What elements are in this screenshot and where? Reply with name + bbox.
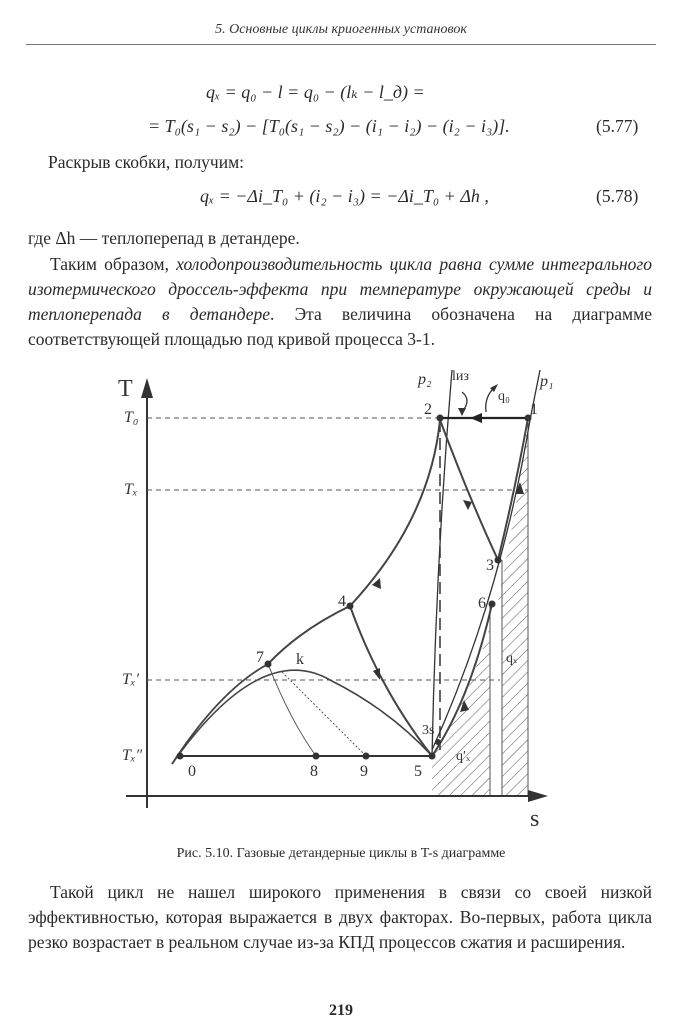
s-axis-arrow: [528, 790, 548, 802]
label-t0: T₀: [124, 409, 139, 426]
label-tx: Tₓ: [124, 481, 138, 498]
label-p1: p₁: [540, 373, 554, 390]
point-label-8: 8: [310, 763, 318, 780]
point-label-3: 3: [486, 557, 494, 574]
point-label-9: 9: [360, 763, 368, 780]
equation-number-5-77: (5.77): [596, 116, 639, 136]
intro-text: Раскрыв скобки, получим:: [48, 152, 245, 172]
equation-5-78: qₓ = −Δi_T₀ + (i₂ − i₃) = −Δi_T₀ + Δh ,: [200, 186, 489, 206]
label-qx: qₓ: [506, 651, 518, 666]
label-liz: lиз: [452, 369, 469, 384]
point-label-5: 5: [414, 763, 422, 780]
running-header: 5. Основные циклы криогенных установок: [215, 22, 467, 37]
paragraph-conclusion: [28, 252, 652, 352]
ts-diagram: [0, 360, 682, 840]
throttle-k-9: [282, 672, 366, 756]
label-p2: p₂: [418, 371, 432, 388]
axis-label-t: T: [118, 376, 133, 402]
point-label-6: 6: [478, 595, 486, 612]
saturation-dome: [172, 670, 435, 764]
process-2-4: [350, 420, 440, 606]
page-number: 219: [329, 1002, 353, 1019]
t-axis-arrow: [141, 378, 153, 398]
throttle-7-8: [268, 664, 316, 756]
equation-5-77-line2: = T₀(s₁ − s₂) − [T₀(s₁ − s₂) − (i₁ − i₂) − (i₂ − i₃)].: [148, 116, 510, 136]
label-tx-double-prime: Tₓ″: [122, 747, 143, 764]
paragraph-efficiency: Такой цикл не нашел широкого применения в связи со своей низкой эффективностью, которая выражается в двух факторах. Во-первых, работа цикла резко возрастает в реальном случае из-за КПД процессов сжатия и расширения.: [28, 882, 652, 952]
equation-5-77-line1: qₓ = q₀ − l = q₀ − (lₖ − l_д) =: [206, 82, 425, 102]
where-text: где Δh — теплоперепад в детандере.: [28, 228, 300, 248]
paragraph-part2: . Эта величина обозначена на диаграмме соответствующей площадью под кривой процесса 3-1.: [28, 304, 652, 349]
axis-label-s: s: [530, 806, 540, 832]
label-q0: q₀: [498, 389, 510, 404]
point-label-0: 0: [188, 763, 196, 780]
header-rule: [26, 44, 656, 45]
figure-caption: Рис. 5.10. Газовые детандерные циклы в T-s диаграмме: [176, 846, 506, 861]
liquid-line: [172, 664, 268, 764]
process-7-4: [268, 606, 350, 664]
gap-band: [490, 600, 502, 796]
point-label-2: 2: [424, 401, 432, 418]
label-qx-prime: q′ₓ: [456, 749, 471, 764]
equation-number-5-78: (5.78): [596, 186, 639, 206]
point-label-7: 7: [256, 649, 264, 666]
point-label-4: 4: [338, 593, 346, 610]
process-4-5: [350, 606, 435, 756]
label-tx-prime: Tₓ′: [122, 671, 139, 688]
point-label-1: 1: [530, 401, 538, 418]
point-label-k: k: [296, 651, 304, 668]
point-label-3s: 3s: [422, 723, 435, 738]
paragraph-italic: холодопроизводительность цикла равна сумме интегрального изотермического дроссель-эффекта при температуре окружающей среды и теплоперепада в детандере: [28, 254, 652, 324]
paragraph-part1: Таким образом,: [50, 254, 177, 274]
